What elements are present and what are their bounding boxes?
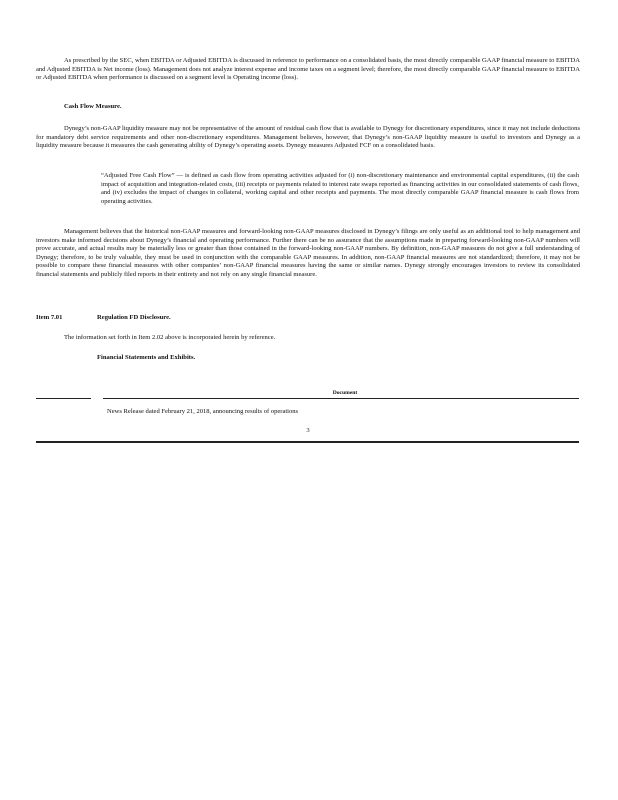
item-number: Item 7.01: [36, 314, 63, 321]
page-bottom-rule: [36, 441, 579, 443]
item-title: Regulation FD Disclosure.: [97, 314, 171, 321]
exhibit-column-header: Document: [332, 390, 358, 396]
cash-flow-measure-heading: Cash Flow Measure.: [64, 103, 122, 110]
exhibit-document-rule: [103, 398, 579, 399]
incorporated-by-reference-paragraph: The information set forth in Item 2.02 above is incorporated herein by reference.: [64, 334, 276, 341]
adjusted-fcf-definition: “Adjusted Free Cash Flow” — is defined as cash flow from operating activities adjusted for (i) non-discretionary maintenance and environmental capital expenditures, (ii) the cash impact of acquisition and integration-related costs, (iii) receipts or payments related to interest rate swaps reported as financing activities in our consolidated statements of cash flows, and (iv) excludes the impact of changes in collateral, working capital and other receipts and payments. The most directly comparable GAAP financial measure is cash flows from operating activities.: [101, 172, 579, 205]
exhibit-number-rule: [36, 398, 91, 399]
ebitda-reference-paragraph: As prescribed by the SEC, when EBITDA or Adjusted EBITDA is discussed in reference to performance on a consolidated basis, the most directly comparable GAAP financial measure to EBITDA and Adjusted EBITDA is Net income (loss). Management does not analyze interest expense and income taxes on a segment level; therefore, the most directly comparable GAAP financial measure to EBITDA or Adjusted EBITDA when performance is discussed on a segment level is Operating income (loss).: [36, 57, 580, 82]
exhibit-description: News Release dated February 21, 2018, announcing results of operations: [107, 408, 299, 415]
liquidity-measure-paragraph: Dynegy’s non-GAAP liquidity measure may not be representative of the amount of residual cash flow that is available to Dynegy for discretionary expenditures, since it may not include deductions for mandatory debt service requirements and other non-discretionary expenditures. Management believes, however, that Dynegy’s non-GAAP liquidity measure is useful to investors and Dynegy as a liquidity measure because it measures the cash generating ability of Dynegy’s operating assets. Dynegy measures Adjusted FCF on a consolidated basis.: [36, 125, 580, 150]
financial-statements-heading: Financial Statements and Exhibits.: [97, 354, 196, 361]
management-believes-paragraph: Management believes that the historical non-GAAP measures and forward-looking non-GAAP measures disclosed in Dynegy’s filings are only useful as an additional tool to help management and investors make informed decisions about Dynegy’s financial and operating performance. Further there can be no assurance that the assumptions made in preparing forward-looking non-GAAP numbers will prove accurate, and actual results may be materially less or greater than those contained in the forward-looking non-GAAP numbers. By definition, non-GAAP measures do not give a full understanding of Dynegy; therefore, to be truly valuable, they must be used in conjunction with the comparable GAAP measures. In addition, non-GAAP financial measures are not standardized; therefore, it may not be possible to compare these financial measures with other companies’ non-GAAP financial measures having the same or similar names. Dynegy strongly encourages investors to review its consolidated financial statements and publicly filed reports in their entirety and not rely on any single financial measure.: [36, 228, 580, 278]
page-number: 3: [306, 427, 310, 434]
